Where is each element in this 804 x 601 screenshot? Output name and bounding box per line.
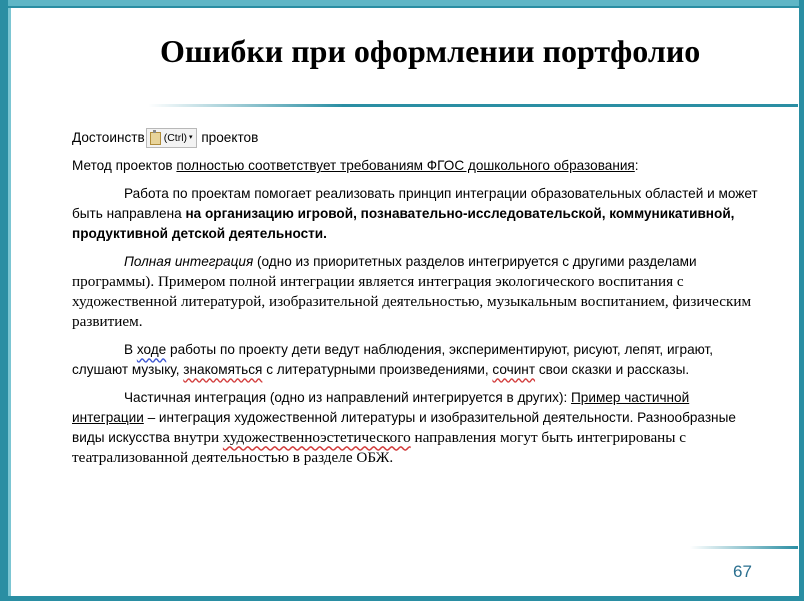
clipboard-icon: [150, 132, 161, 145]
paragraph-6: [72, 388, 762, 468]
right-border: [799, 0, 804, 601]
p4-text: (одно из приоритетных разделов интегрируется с другими разделами: [253, 254, 697, 270]
p4-serif: программы). Примером полной интеграции является интеграция экологического воспитания с художественной литературой, изобразительной деятельностью, музыкальным воспитанием, физическим развитием.: [72, 273, 752, 331]
left-border: [0, 0, 8, 601]
chevron-down-icon: ▾: [189, 134, 193, 142]
paragraph-2: [72, 156, 762, 176]
p4-italic: Полная интеграция: [124, 254, 254, 270]
p5-t3: свои сказки и рассказы.: [535, 362, 690, 378]
footer-divider: [690, 546, 798, 549]
p5-w1: В: [124, 342, 137, 358]
slide-body: [72, 128, 762, 476]
p6-text: Частичная интеграция (одно из направлений интегрируется в других):: [124, 390, 572, 406]
p5-t1: работы по проекту дети ведут наблюдения, экспериментируют, рисуют, лепят, играют, слушают музыку,: [72, 342, 714, 378]
bottom-border: [0, 596, 804, 601]
p5-spelling-mark-1: знакомяться: [183, 362, 263, 378]
paragraph-1: [72, 128, 762, 148]
paste-button-label: (Ctrl): [163, 132, 188, 145]
p3-bold: на организацию игровой, познавательно-исследовательской, коммуникативной, продуктивной детской деятельности.: [72, 206, 735, 242]
page-number: 67: [733, 562, 752, 581]
p6-underlined: Пример частичной интеграции: [72, 390, 690, 426]
p5-grammar-mark: ходе: [136, 342, 167, 358]
p6-spelling-mark: художественноэстетического: [222, 429, 411, 447]
paste-options-button[interactable]: [146, 128, 197, 148]
slide-title: Ошибки при оформлении портфолио: [160, 33, 701, 69]
paragraph-5: [72, 340, 762, 380]
p6-serif-1: внутри: [173, 429, 223, 447]
p3-text: Работа по проектам помогает реализовать принцип интеграции образовательных областей и может быть направлена: [72, 186, 758, 222]
left-border-accent: [8, 8, 11, 601]
title-divider: [148, 104, 798, 107]
top-border-accent: [0, 6, 804, 8]
text-before-paste: Достоинств: [72, 130, 145, 145]
p5-spelling-mark-2: сочинт: [492, 362, 536, 378]
p5-t2: с литературными произведениями,: [262, 362, 493, 378]
p6-serif-2: направления могут быть интегрированы с театрализованной деятельностью в разделе ОБЖ.: [72, 429, 687, 467]
text-after-paste: проектов: [197, 130, 259, 145]
p6-t1: – интеграция художественной литературы и изобразительной деятельности. Разнообразные виды искусства: [72, 410, 736, 446]
paragraph-4: [72, 252, 762, 332]
p2-end: :: [634, 158, 639, 174]
p2-underlined: полностью соответствует требованиям ФГОС дошкольного образования: [176, 158, 635, 174]
paragraph-3: [72, 184, 762, 244]
p2-text: Метод проектов: [72, 158, 177, 174]
